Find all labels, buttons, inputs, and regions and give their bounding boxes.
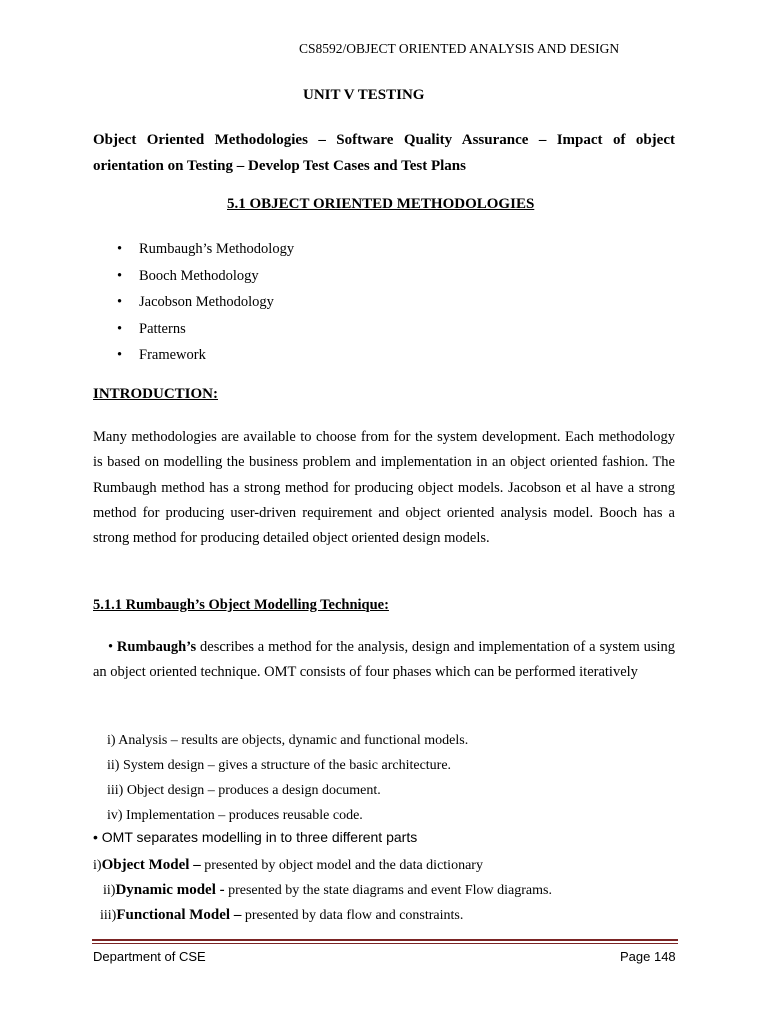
footer-rule-thin: [92, 943, 678, 944]
running-header: CS8592/OBJECT ORIENTED ANALYSIS AND DESIGN: [299, 41, 620, 56]
list-item: • Framework: [117, 342, 294, 369]
list-item: iii)Functional Model – presented by data flow and constraints.: [100, 907, 464, 923]
list-item: iii) Object design – produces a design document.: [107, 783, 381, 798]
list-item: i) Analysis – results are objects, dynamic and functional models.: [107, 733, 469, 748]
list-item: • Patterns: [117, 316, 294, 343]
list-item: ii)Dynamic model - presented by the state diagrams and event Flow diagrams.: [103, 882, 552, 898]
footer-page-number: Page 148: [620, 949, 676, 964]
model-name: Functional Model –: [116, 907, 242, 923]
section-heading: 5.1 OBJECT ORIENTED METHODOLOGIES: [227, 196, 535, 212]
bullet-icon: •: [117, 241, 123, 257]
bullet-icon: •: [108, 639, 114, 655]
bullet-icon: •: [117, 347, 123, 363]
list-item: ii) System design – gives a structure of the basic architecture.: [107, 758, 452, 773]
model-name: Dynamic model -: [115, 882, 225, 898]
list-item: i)Object Model – presented by object model and the data dictionary: [93, 857, 483, 873]
footer-department: Department of CSE: [93, 949, 206, 964]
omt-phase-list: [107, 728, 468, 828]
model-name: Object Model –: [101, 857, 201, 873]
list-item: • Rumbaugh’s Methodology: [117, 236, 294, 263]
introduction-paragraph: Many methodologies are available to choose from for the system development. Each methodology is based on modelling the business problem and implementation in an object oriented fashion. The Rumbaugh method has a strong method for producing object models. Jacobson et al have a strong method for producing user-driven requirement and object oriented analysis model. Booch has a strong method for producing detailed object oriented design models.: [93, 429, 675, 547]
omt-model-list: [93, 853, 552, 928]
list-item: iv) Implementation – produces reusable code.: [107, 808, 363, 823]
omt-heading: 5.1.1 Rumbaugh’s Object Modelling Technique:: [93, 597, 389, 613]
bullet-icon: •: [117, 267, 123, 284]
list-item: • Booch Methodology: [117, 263, 294, 290]
introduction-heading: INTRODUCTION:: [93, 386, 219, 402]
omt-description: describes a method for the analysis, design and implementation of a system using an object oriented technique. OMT consists of four phases which can be performed iteratively: [93, 639, 675, 681]
omt-paragraph: [93, 635, 675, 686]
rumbaugh-lead: Rumbaugh’s: [116, 639, 197, 655]
footer-rule: [92, 939, 678, 941]
unit-title: UNIT V TESTING: [303, 87, 425, 103]
bullet-icon: •: [117, 294, 123, 310]
unit-topics: Object Oriented Methodologies – Software Quality Assurance – Impact of object orientation on Testing – Develop Test Cases and Test Plans: [93, 132, 675, 174]
list-item: • Jacobson Methodology: [117, 289, 294, 316]
omt-separates-line: • OMT separates modelling in to three different parts: [93, 829, 418, 845]
methodology-list: [117, 236, 294, 369]
bullet-icon: •: [117, 320, 123, 337]
